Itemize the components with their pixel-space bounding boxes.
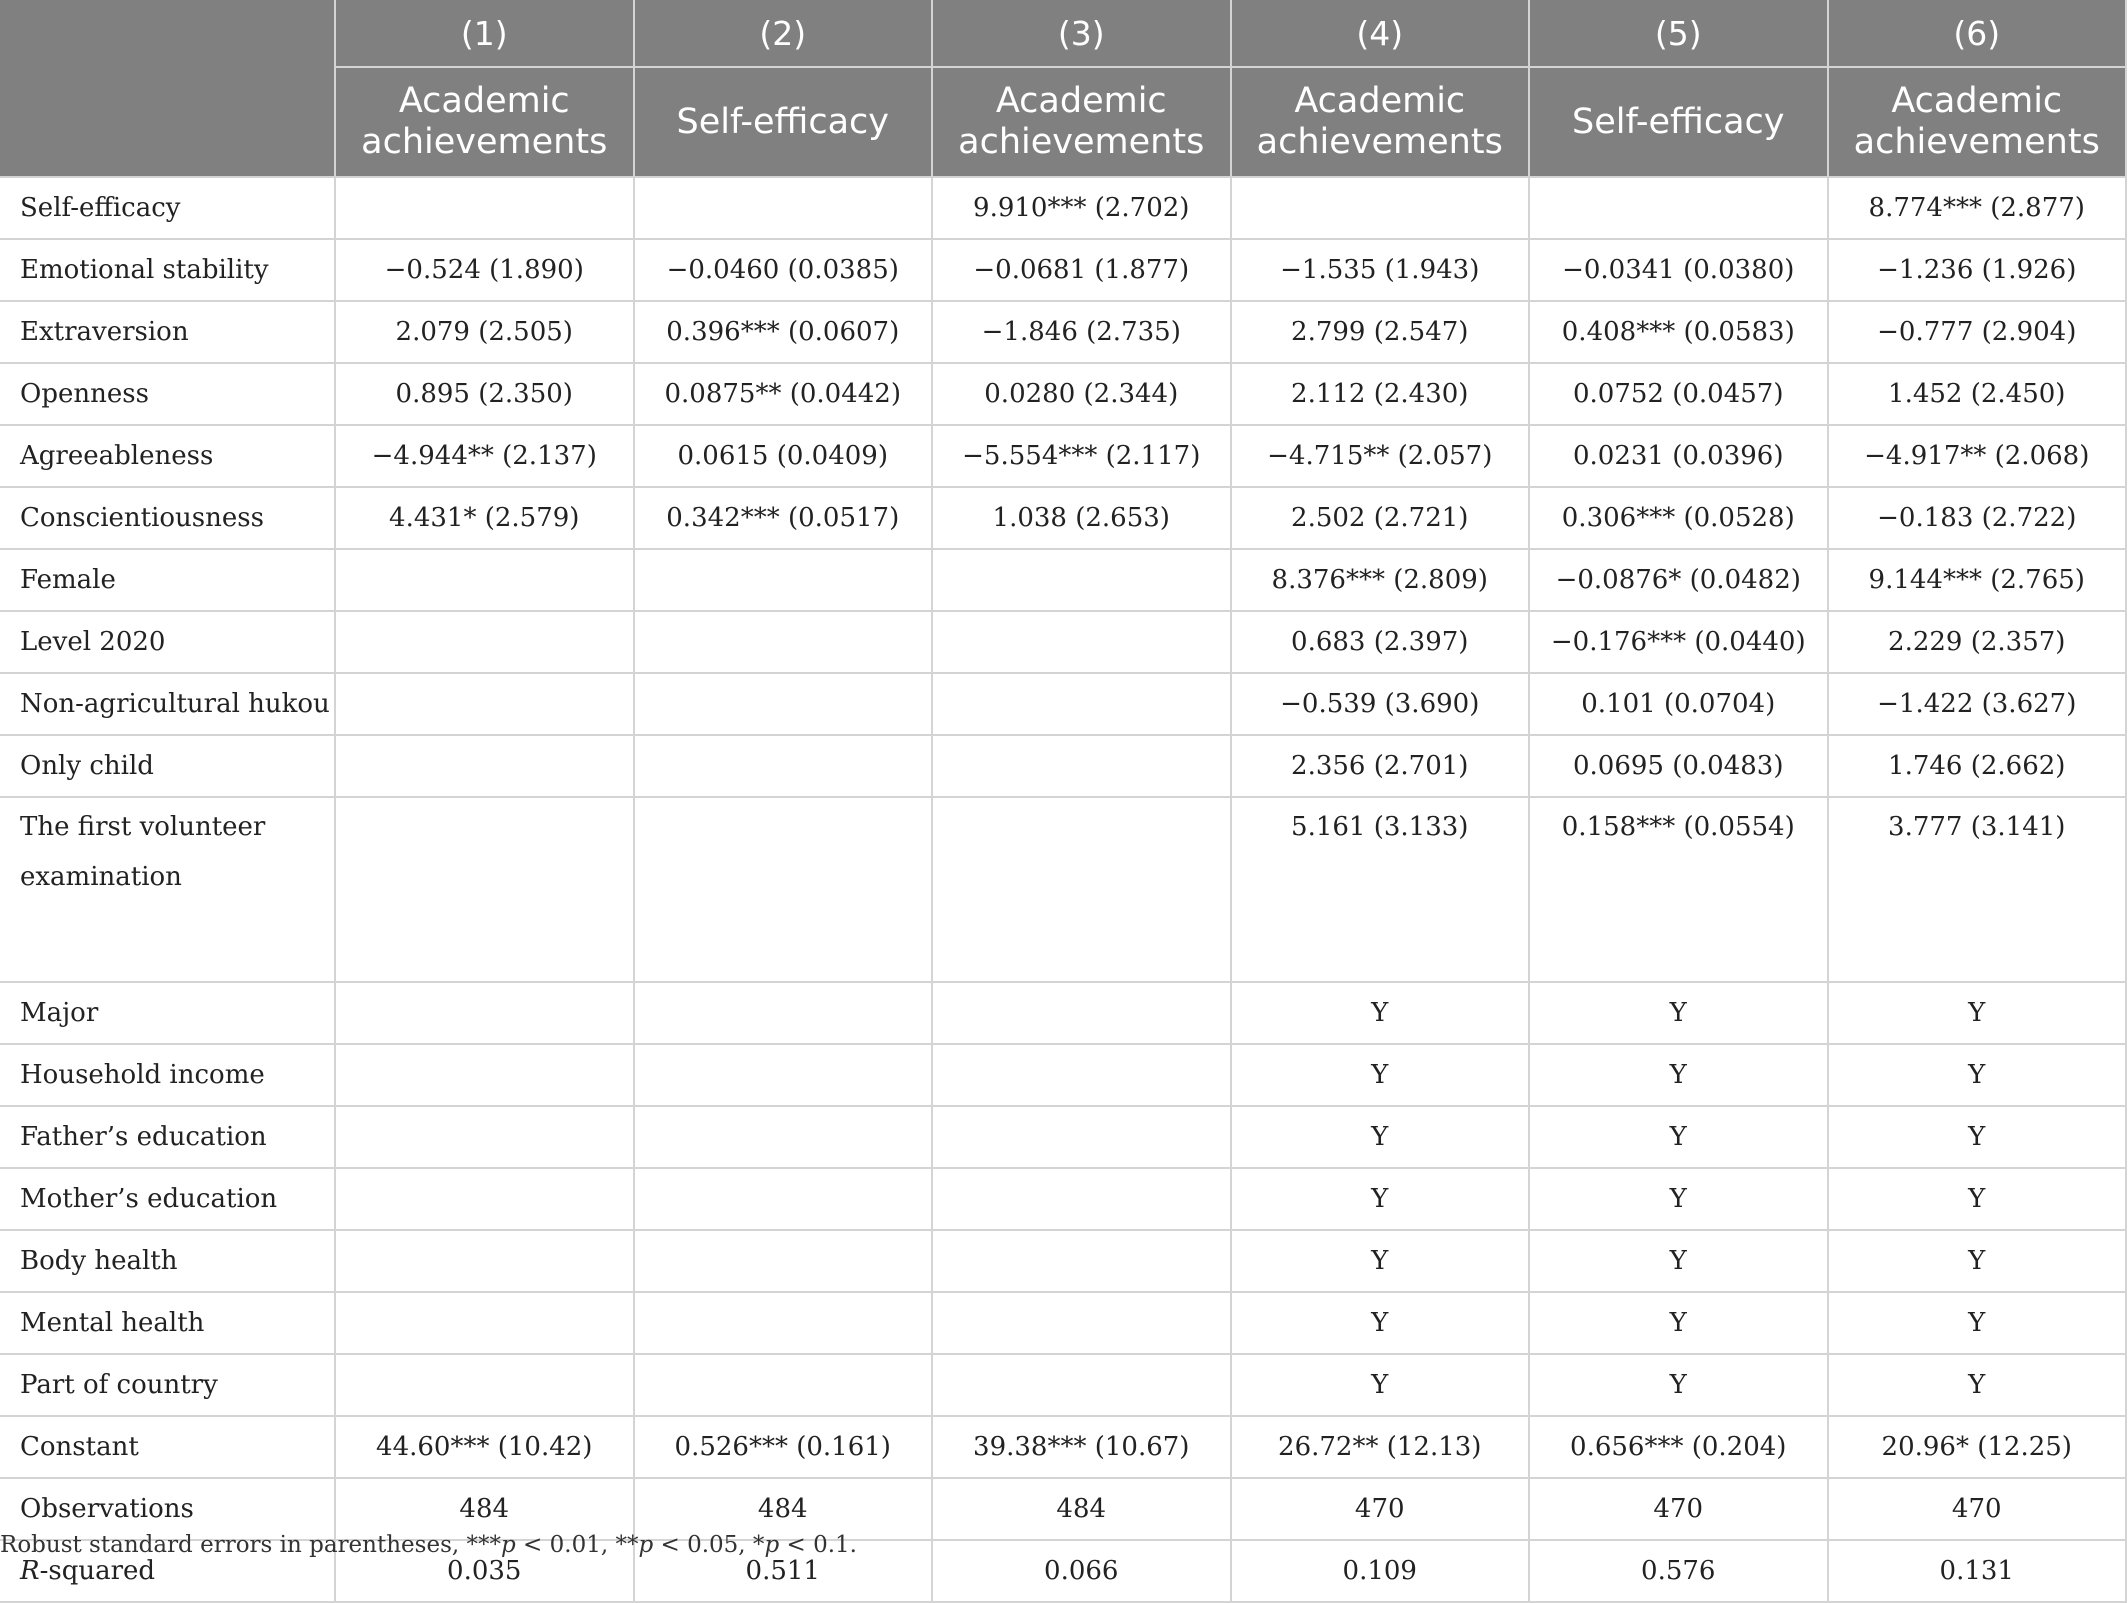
table-cell [932, 549, 1231, 611]
table-cell: −0.0681 (1.877) [932, 239, 1231, 301]
column-number: (4) [1231, 0, 1530, 67]
table-cell: −1.535 (1.943) [1231, 239, 1530, 301]
table-cell: 0.306*** (0.0528) [1529, 487, 1828, 549]
table-header [0, 0, 2126, 177]
table-cell [1231, 177, 1530, 239]
table-cell: Y [1529, 1106, 1828, 1168]
row-label: Part of country [0, 1354, 335, 1416]
row-label: Extraversion [0, 301, 335, 363]
table-row [0, 301, 2126, 363]
table-row [0, 177, 2126, 239]
table-cell: 0.656*** (0.204) [1529, 1416, 1828, 1478]
table-row [0, 1230, 2126, 1292]
table-cell: −0.183 (2.722) [1828, 487, 2127, 549]
table-cell: −1.422 (3.627) [1828, 673, 2127, 735]
column-number: (3) [932, 0, 1231, 67]
table-cell [634, 1354, 933, 1416]
table-cell [634, 1106, 933, 1168]
table-row [0, 673, 2126, 735]
table-cell: 0.035 [335, 1540, 634, 1602]
table-cell [335, 673, 634, 735]
table-cell: 470 [1828, 1478, 2127, 1540]
table-cell: Y [1529, 982, 1828, 1044]
table-cell [335, 735, 634, 797]
table-row [0, 1292, 2126, 1354]
row-label: Emotional stability [0, 239, 335, 301]
column-label: Academic achievements [1828, 67, 2127, 177]
row-label: Agreeableness [0, 425, 335, 487]
table-cell: 0.576 [1529, 1540, 1828, 1602]
row-label: Body health [0, 1230, 335, 1292]
table-body [0, 177, 2126, 1602]
table-cell [932, 982, 1231, 1044]
table-cell: −0.539 (3.690) [1231, 673, 1530, 735]
table-cell: 2.799 (2.547) [1231, 301, 1530, 363]
table-cell: 39.38*** (10.67) [932, 1416, 1231, 1478]
table-cell [634, 1168, 933, 1230]
table-cell: 0.131 [1828, 1540, 2127, 1602]
table-cell [932, 735, 1231, 797]
table-cell: −0.0876* (0.0482) [1529, 549, 1828, 611]
table-cell: 0.0615 (0.0409) [634, 425, 933, 487]
table-row [0, 363, 2126, 425]
header-corner-cell [0, 0, 335, 177]
table-cell: 0.342*** (0.0517) [634, 487, 933, 549]
table-cell [634, 982, 933, 1044]
table-cell [634, 549, 933, 611]
table-cell: 484 [634, 1478, 933, 1540]
table-row [0, 549, 2126, 611]
table-cell: Y [1231, 1168, 1530, 1230]
column-label: Self-efficacy [1529, 67, 1828, 177]
table-cell [634, 1230, 933, 1292]
table-cell [335, 1292, 634, 1354]
table-cell: 0.0752 (0.0457) [1529, 363, 1828, 425]
table-cell: Y [1828, 1044, 2127, 1106]
table-cell: −1.236 (1.926) [1828, 239, 2127, 301]
row-label: Openness [0, 363, 335, 425]
table-cell: 0.408*** (0.0583) [1529, 301, 1828, 363]
table-cell [932, 673, 1231, 735]
table-cell: 0.526*** (0.161) [634, 1416, 933, 1478]
row-label: Major [0, 982, 335, 1044]
column-label: Academic achievements [932, 67, 1231, 177]
table-cell: 20.96* (12.25) [1828, 1416, 2127, 1478]
row-label: Level 2020 [0, 611, 335, 673]
row-label: Mother’s education [0, 1168, 335, 1230]
table-cell [634, 1292, 933, 1354]
row-label: Household income [0, 1044, 335, 1106]
table-cell [1529, 177, 1828, 239]
row-label: Non-agricultural hukou [0, 673, 335, 735]
table-cell [335, 1106, 634, 1168]
table-cell: −4.917** (2.068) [1828, 425, 2127, 487]
table-cell [932, 1044, 1231, 1106]
table-cell: 9.910*** (2.702) [932, 177, 1231, 239]
table-cell: 0.396*** (0.0607) [634, 301, 933, 363]
table-row [0, 1106, 2126, 1168]
table-row [0, 1354, 2126, 1416]
table-cell [634, 611, 933, 673]
table-cell [932, 1106, 1231, 1168]
table-cell [335, 797, 634, 982]
table-cell: −4.944** (2.137) [335, 425, 634, 487]
table-cell: 0.158*** (0.0554) [1529, 797, 1828, 982]
table-row [0, 1044, 2126, 1106]
table-cell: 1.038 (2.653) [932, 487, 1231, 549]
table-cell [634, 1044, 933, 1106]
row-label: Observations [0, 1478, 335, 1540]
row-label: Conscientiousness [0, 487, 335, 549]
row-label: Constant [0, 1416, 335, 1478]
row-label-italic: R [20, 1556, 40, 1586]
table-cell: 484 [335, 1478, 634, 1540]
table-footnote: Robust standard errors in parentheses, ***p < 0.01, **p < 0.05, *p < 0.1. [0, 1532, 857, 1558]
table-cell [634, 673, 933, 735]
table-cell: 0.101 (0.0704) [1529, 673, 1828, 735]
table-cell: 1.452 (2.450) [1828, 363, 2127, 425]
table-cell: Y [1529, 1044, 1828, 1106]
table-cell: 9.144*** (2.765) [1828, 549, 2127, 611]
table-cell: 0.511 [634, 1540, 933, 1602]
table-cell: Y [1231, 1354, 1530, 1416]
table-cell: Y [1529, 1292, 1828, 1354]
table-row [0, 487, 2126, 549]
table-cell: Y [1529, 1354, 1828, 1416]
table-cell: 0.109 [1231, 1540, 1530, 1602]
table-cell: Y [1828, 1230, 2127, 1292]
row-label: Self-efficacy [0, 177, 335, 239]
table-cell [335, 611, 634, 673]
table-cell: Y [1828, 1168, 2127, 1230]
table-cell: 0.895 (2.350) [335, 363, 634, 425]
table-cell [335, 177, 634, 239]
table-cell: 44.60*** (10.42) [335, 1416, 634, 1478]
table-cell: 470 [1231, 1478, 1530, 1540]
table-cell: Y [1231, 1230, 1530, 1292]
row-label: Only child [0, 735, 335, 797]
table-cell: Y [1231, 1106, 1530, 1168]
table-cell: Y [1231, 1044, 1530, 1106]
table-cell: 8.774*** (2.877) [1828, 177, 2127, 239]
table-cell: 0.683 (2.397) [1231, 611, 1530, 673]
column-number: (6) [1828, 0, 2127, 67]
table-cell: 0.0875** (0.0442) [634, 363, 933, 425]
table-row [0, 735, 2126, 797]
table-cell: 0.0695 (0.0483) [1529, 735, 1828, 797]
table-cell [932, 797, 1231, 982]
table-cell [634, 797, 933, 982]
column-number: (5) [1529, 0, 1828, 67]
column-number: (1) [335, 0, 634, 67]
table-cell: 26.72** (12.13) [1231, 1416, 1530, 1478]
table-cell: 1.746 (2.662) [1828, 735, 2127, 797]
table-cell: 2.502 (2.721) [1231, 487, 1530, 549]
table-cell: −0.524 (1.890) [335, 239, 634, 301]
table-cell: 4.431* (2.579) [335, 487, 634, 549]
table-cell [335, 1230, 634, 1292]
table-cell: −0.777 (2.904) [1828, 301, 2127, 363]
table-cell: 2.356 (2.701) [1231, 735, 1530, 797]
table-cell: 470 [1529, 1478, 1828, 1540]
table-cell: 484 [932, 1478, 1231, 1540]
table-cell: Y [1231, 1292, 1530, 1354]
table-cell [932, 1230, 1231, 1292]
table-cell [335, 549, 634, 611]
table-cell: Y [1828, 982, 2127, 1044]
table-cell: 3.777 (3.141) [1828, 797, 2127, 982]
table-cell: Y [1828, 1354, 2127, 1416]
table-cell: −0.0341 (0.0380) [1529, 239, 1828, 301]
row-label: The first volunteer examination [0, 797, 335, 982]
table-cell [932, 611, 1231, 673]
table-cell: −0.176*** (0.0440) [1529, 611, 1828, 673]
table-cell: 5.161 (3.133) [1231, 797, 1530, 982]
column-label: Academic achievements [335, 67, 634, 177]
table-cell [335, 1044, 634, 1106]
table-cell: −1.846 (2.735) [932, 301, 1231, 363]
table-cell [932, 1292, 1231, 1354]
table-cell: Y [1828, 1292, 2127, 1354]
table-cell: Y [1828, 1106, 2127, 1168]
row-label: Female [0, 549, 335, 611]
table-row [0, 1416, 2126, 1478]
table-row [0, 797, 2126, 982]
row-label-rest: -squared [39, 1556, 156, 1586]
row-label: Father’s education [0, 1106, 335, 1168]
table-cell: 2.229 (2.357) [1828, 611, 2127, 673]
table-cell: 0.0231 (0.0396) [1529, 425, 1828, 487]
row-label: Mental health [0, 1292, 335, 1354]
table-cell: −4.715** (2.057) [1231, 425, 1530, 487]
table-row [0, 982, 2126, 1044]
table-cell: 0.066 [932, 1540, 1231, 1602]
table-cell [335, 1168, 634, 1230]
table-row [0, 425, 2126, 487]
table-cell: 0.0280 (2.344) [932, 363, 1231, 425]
table-cell [335, 982, 634, 1044]
table-row [0, 239, 2126, 301]
table-cell: 2.079 (2.505) [335, 301, 634, 363]
table-cell [932, 1354, 1231, 1416]
table-cell: −0.0460 (0.0385) [634, 239, 933, 301]
table-row [0, 1168, 2126, 1230]
table-cell: 8.376*** (2.809) [1231, 549, 1530, 611]
table-cell [634, 735, 933, 797]
table-row [0, 611, 2126, 673]
table-cell [932, 1168, 1231, 1230]
table-cell: −5.554*** (2.117) [932, 425, 1231, 487]
column-label: Academic achievements [1231, 67, 1530, 177]
column-number: (2) [634, 0, 933, 67]
table-cell [634, 177, 933, 239]
table-cell [335, 1354, 634, 1416]
table-cell: Y [1529, 1230, 1828, 1292]
table-cell: Y [1529, 1168, 1828, 1230]
column-label: Self-efficacy [634, 67, 933, 177]
table-cell: Y [1231, 982, 1530, 1044]
table-row [0, 1478, 2126, 1540]
table-cell: 2.112 (2.430) [1231, 363, 1530, 425]
